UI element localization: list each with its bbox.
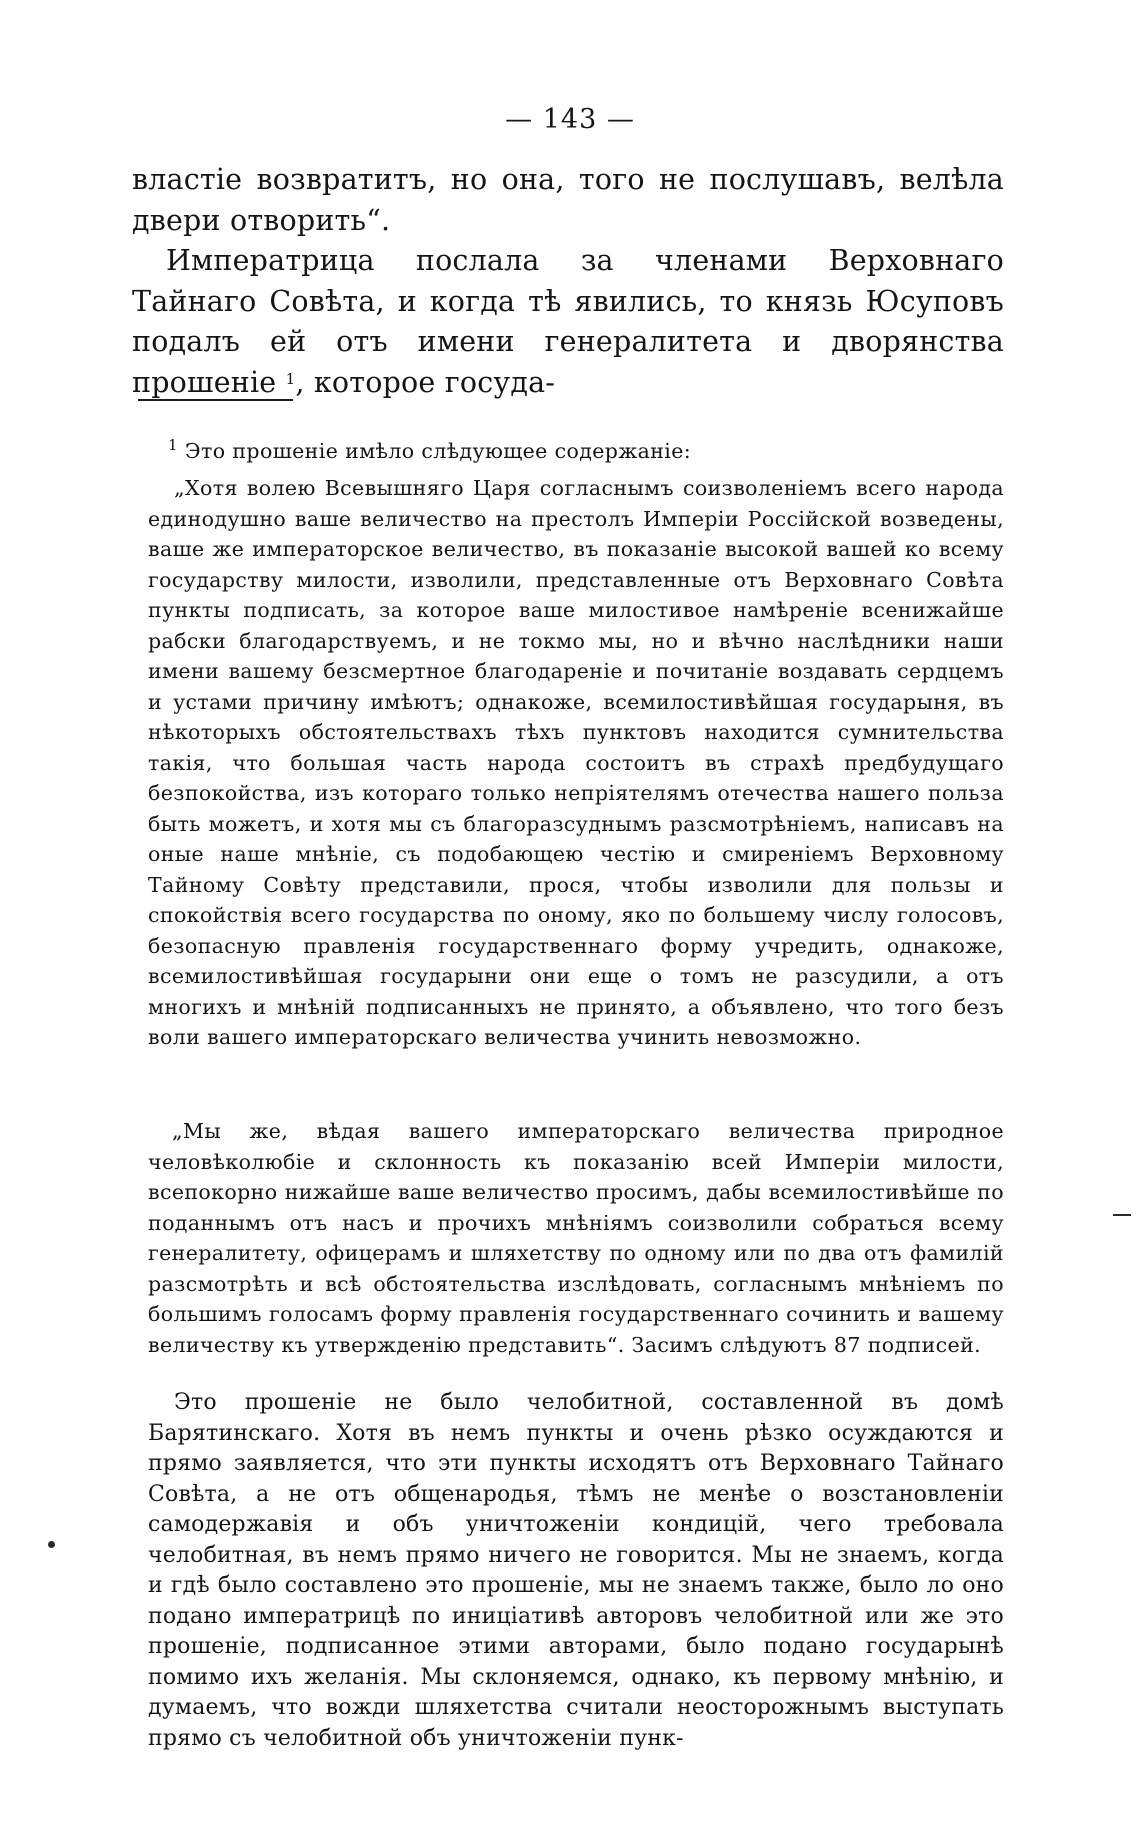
main-text bbox=[132, 160, 1004, 403]
main-paragraph-2-text: Императрица послала за членами Верховнаго Тайнаго Совѣта, и когда тѣ явились, то князь Юсуповъ подалъ ей отъ имени генералитета и дворянства прошеніе bbox=[132, 244, 1004, 399]
footnote-quote-1 bbox=[148, 473, 1004, 1053]
main-paragraph-1: властіе возвратитъ, но она, того не послушавъ, велѣла двери отворить“. bbox=[132, 163, 1004, 237]
main-paragraph-2 bbox=[132, 241, 1004, 403]
footnote-intro bbox=[148, 436, 1004, 467]
margin-dot-mark bbox=[48, 1541, 55, 1548]
margin-dash-mark bbox=[1113, 1214, 1131, 1216]
footnote-quote-1-text: „Хотя волею Всевышняго Царя согласнымъ соизволеніемъ всего народа единодушно ваше величество на престолъ Имперіи Россійской возведены, ваше же императорское величество, въ показаніе высокой вашей ко всему государству милости, изволили, представленные отъ Верховнаго Совѣта пункты подписать, за которое ваше милостивое намѣреніе всенижайше рабски благодарствуемъ, и не токмо мы, но и вѣчно наслѣдники наши имени вашему безсмертное благодареніе и почитаніе воздавать сердцемъ и устами причину имѣютъ; однакоже, всемилостивѣйшая государыня, въ нѣкоторыхъ обстоятельствахъ тѣхъ пунктовъ находится сумнительства такія, что большая часть народа состоитъ въ страхѣ предбудущаго безпокойства, изъ котораго только непріятелямъ отечества нашего польза быть можетъ, и хотя мы съ благоразсуднымъ разсмотрѣніемъ, написавъ на оные наше мнѣніе, съ подобающею честію и смиреніемъ Верховному Тайному Совѣту представили, прося, чтобы изволили для пользы и спокойствія всего государства по оному, яко по большему числу голосовъ, безопасную правленія государственнаго форму учредить, однакоже, всемилостивѣйшая государыни они еще о томъ не разсудили, а отъ многихъ и мнѣній подписанныхъ не принято, а объявлено, что того безъ воли вашего императорскаго величества учинить невозможно. bbox=[148, 476, 1004, 1049]
main-paragraph-2-tail: , которое госуда- bbox=[295, 365, 556, 399]
continued-paragraph bbox=[148, 1388, 1004, 1754]
footnote-marker: 1 bbox=[168, 436, 178, 454]
footnote-reference: 1 bbox=[285, 369, 296, 388]
footnote-quote-2-text: „Мы же, вѣдая вашего императорскаго величества природное человѣколюбіе и склонность къ показанію всей Имперіи милости, всепокорно нижайше ваше величество просимъ, дабы всемилостивѣйше по поданнымъ отъ насъ и прочихъ мнѣніямъ соизволили собраться всему генералитету, офицерамъ и шляхетству по одному или по два отъ фамилій разсмотрѣть и всѣ обстоятельства изслѣдовать, согласнымъ мнѣніемъ по большимъ голосамъ форму правленія государственнаго сочинить и вашему величеству къ утвержденію представить“. Засимъ слѣдуютъ 87 подписей. bbox=[148, 1119, 1004, 1357]
footnote-quote-2 bbox=[148, 1116, 1004, 1360]
footnote-divider bbox=[138, 399, 293, 401]
footnote-intro-line bbox=[148, 436, 1004, 467]
continued-paragraph-text: Это прошеніе не было челобитной, составленной въ домѣ Барятинскаго. Хотя въ немъ пункты и очень рѣзко осуждаются и прямо заявляется, что эти пункты исходятъ отъ Верховнаго Тайнаго Совѣта, а не отъ общенародья, тѣмъ не менѣе о возстановленіи самодержавія и объ уничтоженіи кондицій, чего требовала челобитная, въ немъ прямо ничего не говорится. Мы не знаемъ, когда и гдѣ было составлено это прошеніе, мы не знаемъ также, было ло оно подано императрицѣ по иниціативѣ авторовъ челобитной или же это прошеніе, подписанное этими авторами, было подано государынѣ помимо ихъ желанія. Мы склоняемся, однако, къ первому мнѣнію, и думаемъ, что вожди шляхетства считали неосторожнымъ выступать прямо съ челобитной объ уничтоженіи пунк- bbox=[148, 1390, 1004, 1751]
page-number: — 143 — bbox=[505, 104, 635, 135]
footnote-intro-text: Это прошеніе имѣло слѣдующее содержаніе: bbox=[184, 439, 692, 463]
